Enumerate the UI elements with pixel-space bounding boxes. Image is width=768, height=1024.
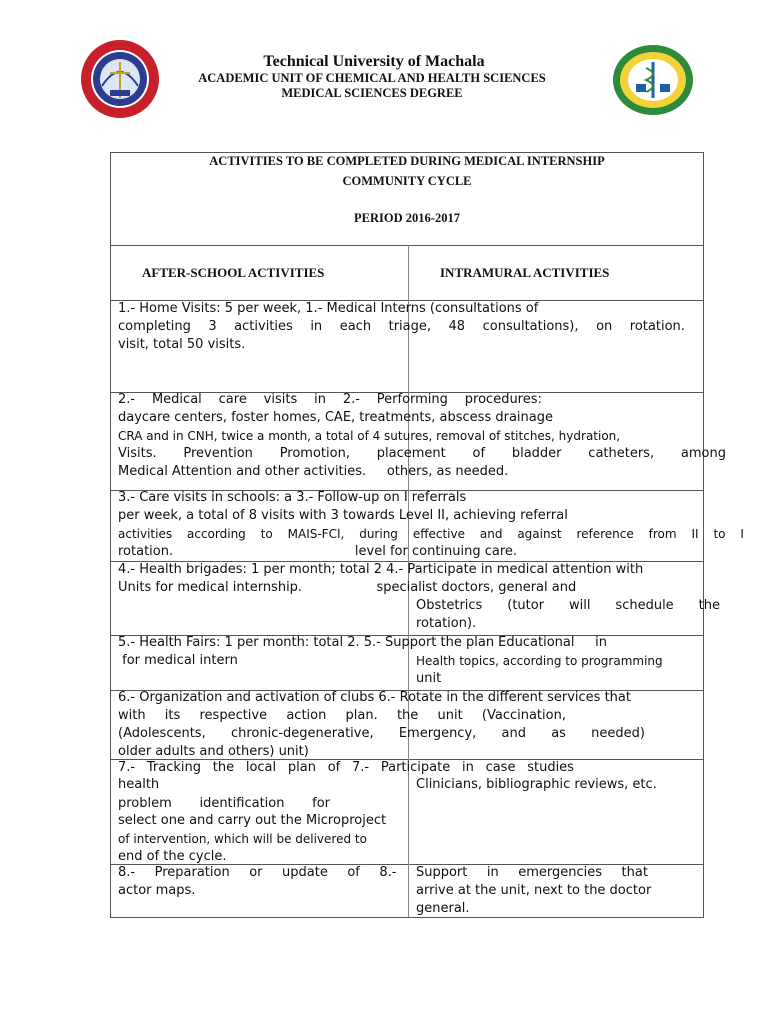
academic-unit: ACADEMIC UNIT OF CHEMICAL AND HEALTH SCIENCES <box>198 71 546 85</box>
row2-line: CRA and in CNH, twice a month, a total of 4 sutures, removal of stitches, hydration, <box>118 429 621 443</box>
row5-line: Health topics, according to programming <box>416 654 663 668</box>
row6-line: older adults and others) unit) <box>118 744 309 759</box>
row4-line: Units for medical internship. specialist doctors, general and <box>118 580 577 595</box>
column-header-after-school: AFTER-SCHOOL ACTIVITIES <box>142 265 325 280</box>
row7-line: health <box>118 777 160 792</box>
row6-line: 6.- Organization and activation of clubs 6.- Rotate in the different services that <box>118 690 631 705</box>
document-title: ACTIVITIES TO BE COMPLETED DURING MEDICAL INTERNSHIP <box>209 154 605 168</box>
degree-name: MEDICAL SCIENCES DEGREE <box>281 86 463 100</box>
row3-line: 3.- Care visits in schools: a 3.- Follow-up on I referrals <box>118 490 467 505</box>
row7-line: of intervention, which will be delivered to <box>118 832 367 846</box>
row2-line: Visits. Prevention Promotion, placement of bladder catheters, among <box>118 446 726 461</box>
university-name: Technical University of Machala <box>263 53 485 70</box>
row1-line: visit, total 50 visits. <box>118 337 246 352</box>
row3-line: activities according to MAIS-FCI, during effective and against reference from II to I <box>118 527 744 541</box>
row3-line: rotation. level for continuing care. <box>118 544 518 559</box>
row7-line: 7.- Tracking the local plan of 7.- Participate in case studies <box>118 760 574 775</box>
row5-line: 5.- Health Fairs: 1 per month: total 2. 5.- Support the plan Educational in <box>118 635 607 650</box>
column-header-intramural: INTRAMURAL ACTIVITIES <box>440 265 610 280</box>
document-period: PERIOD 2016-2017 <box>354 211 460 225</box>
row6-line: (Adolescents, chronic-degenerative, Emergency, and as needed) <box>118 726 645 741</box>
row2-line: daycare centers, foster homes, CAE, treatments, abscess drainage <box>118 410 553 425</box>
row5-line: unit <box>416 671 442 686</box>
row7-line: problem identification for <box>118 796 330 811</box>
row8-line: arrive at the unit, next to the doctor <box>416 883 652 898</box>
row2-line: Medical Attention and other activities. others, as needed. <box>118 464 509 479</box>
row5-line: for medical intern <box>118 653 238 668</box>
row4-line: rotation). <box>416 616 477 631</box>
row8-line: general. <box>416 901 470 916</box>
row7-line: select one and carry out the Microproject <box>118 813 387 828</box>
row4-line: Obstetrics (tutor will schedule the <box>416 598 720 613</box>
row7-line: Clinicians, bibliographic reviews, etc. <box>416 777 657 792</box>
row3-line: per week, a total of 8 visits with 3 towards Level II, achieving referral <box>118 508 568 523</box>
row7-line: end of the cycle. <box>118 849 227 864</box>
row4-line: 4.- Health brigades: 1 per month; total 2 4.- Participate in medical attention with <box>118 562 644 577</box>
row2-line: 2.- Medical care visits in 2.- Performing procedures: <box>118 392 542 407</box>
row8-line: actor maps. <box>118 883 196 898</box>
row1-line: 1.- Home Visits: 5 per week, 1.- Medical Interns (consultations of <box>118 301 539 316</box>
row1-line: completing 3 activities in each triage, 48 consultations), on rotation. <box>118 319 685 334</box>
row6-line: with its respective action plan. the unit (Vaccination, <box>118 708 566 723</box>
row8-line: 8.- Preparation or update of 8.- Support in emergencies that <box>118 865 648 880</box>
document-subtitle: COMMUNITY CYCLE <box>342 174 472 188</box>
